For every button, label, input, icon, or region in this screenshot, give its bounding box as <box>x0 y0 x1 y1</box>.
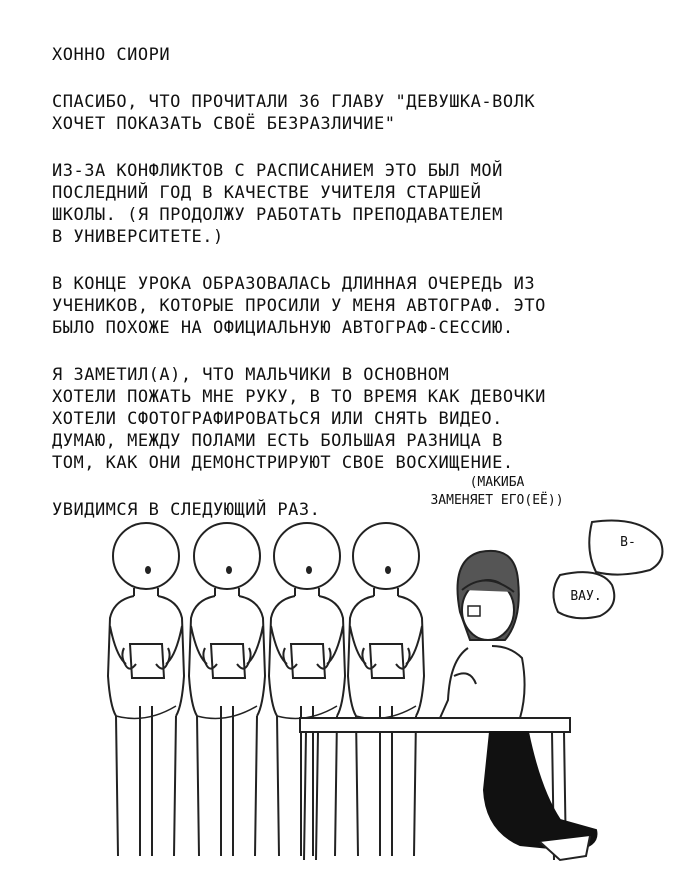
text-line: УВИДИМСЯ В СЛЕДУЮЩИЙ РАЗ. <box>52 500 321 520</box>
text-line: В КОНЦЕ УРОКА ОБРАЗОВАЛАСЬ ДЛИННАЯ ОЧЕРЕДЬ ИЗ <box>52 274 536 294</box>
text-line: ХОЧЕТ ПОКАЗАТЬ СВОЁ БЕЗРАЗЛИЧИЕ" <box>52 114 396 134</box>
text-line: ШКОЛЫ. (Я ПРОДОЛЖУ РАБОТАТЬ ПРЕПОДАВАТЕЛЕМ <box>52 205 503 225</box>
text-line: ХОТЕЛИ ПОЖАТЬ МНЕ РУКУ, В ТО ВРЕМЯ КАК ДЕВОЧКИ <box>52 387 546 407</box>
text-line: БЫЛО ПОХОЖЕ НА ОФИЦИАЛЬНУЮ АВТОГРАФ-СЕССИЮ. <box>52 318 514 338</box>
caption-line: (МАКИБА <box>469 475 525 490</box>
student-figure-1 <box>108 523 184 856</box>
text-line: СПАСИБО, ЧТО ПРОЧИТАЛИ 36 ГЛАВУ "ДЕВУШКА-ВОЛК <box>52 92 536 112</box>
student-figure-2 <box>189 523 265 856</box>
author-name: ХОННО СИОРИ <box>52 45 171 65</box>
text-line: В УНИВЕРСИТЕТЕ.) <box>52 227 224 247</box>
student-figure-4 <box>348 523 424 856</box>
illustration-caption <box>412 474 582 510</box>
text-line: ХОТЕЛИ СФОТОГРАФИРОВАТЬСЯ ИЛИ СНЯТЬ ВИДЕО. <box>52 409 503 429</box>
illustration <box>0 460 700 878</box>
text-line: ТОМ, КАК ОНИ ДЕМОНСТРИРУЮТ СВОЕ ВОСХИЩЕНИЕ. <box>52 453 514 473</box>
paragraph-queue <box>52 273 592 339</box>
paragraph-observation <box>52 364 592 474</box>
text-line: ДУМАЮ, МЕЖДУ ПОЛАМИ ЕСТЬ БОЛЬШАЯ РАЗНИЦА В <box>52 431 503 451</box>
text-line: ПОСЛЕДНИЙ ГОД В КАЧЕСТВЕ УЧИТЕЛЯ СТАРШЕЙ <box>52 183 482 203</box>
paragraph-thanks <box>52 91 592 135</box>
caption-line: ЗАМЕНЯЕТ ЕГО(ЕЁ)) <box>430 493 564 508</box>
speech-text-upper: В- <box>620 535 636 550</box>
student-figure-3 <box>269 523 345 856</box>
text-line: Я ЗАМЕТИЛ(А), ЧТО МАЛЬЧИКИ В ОСНОВНОМ <box>52 365 450 385</box>
text-line: УЧЕНИКОВ, КОТОРЫЕ ПРОСИЛИ У МЕНЯ АВТОГРАФ. ЭТО <box>52 296 546 316</box>
speech-text-lower: ВАУ. <box>570 589 602 604</box>
text-line: ИЗ-ЗА КОНФЛИКТОВ С РАСПИСАНИЕМ ЭТО БЫЛ МОЙ <box>52 161 503 181</box>
paragraph-schedule <box>52 160 592 248</box>
